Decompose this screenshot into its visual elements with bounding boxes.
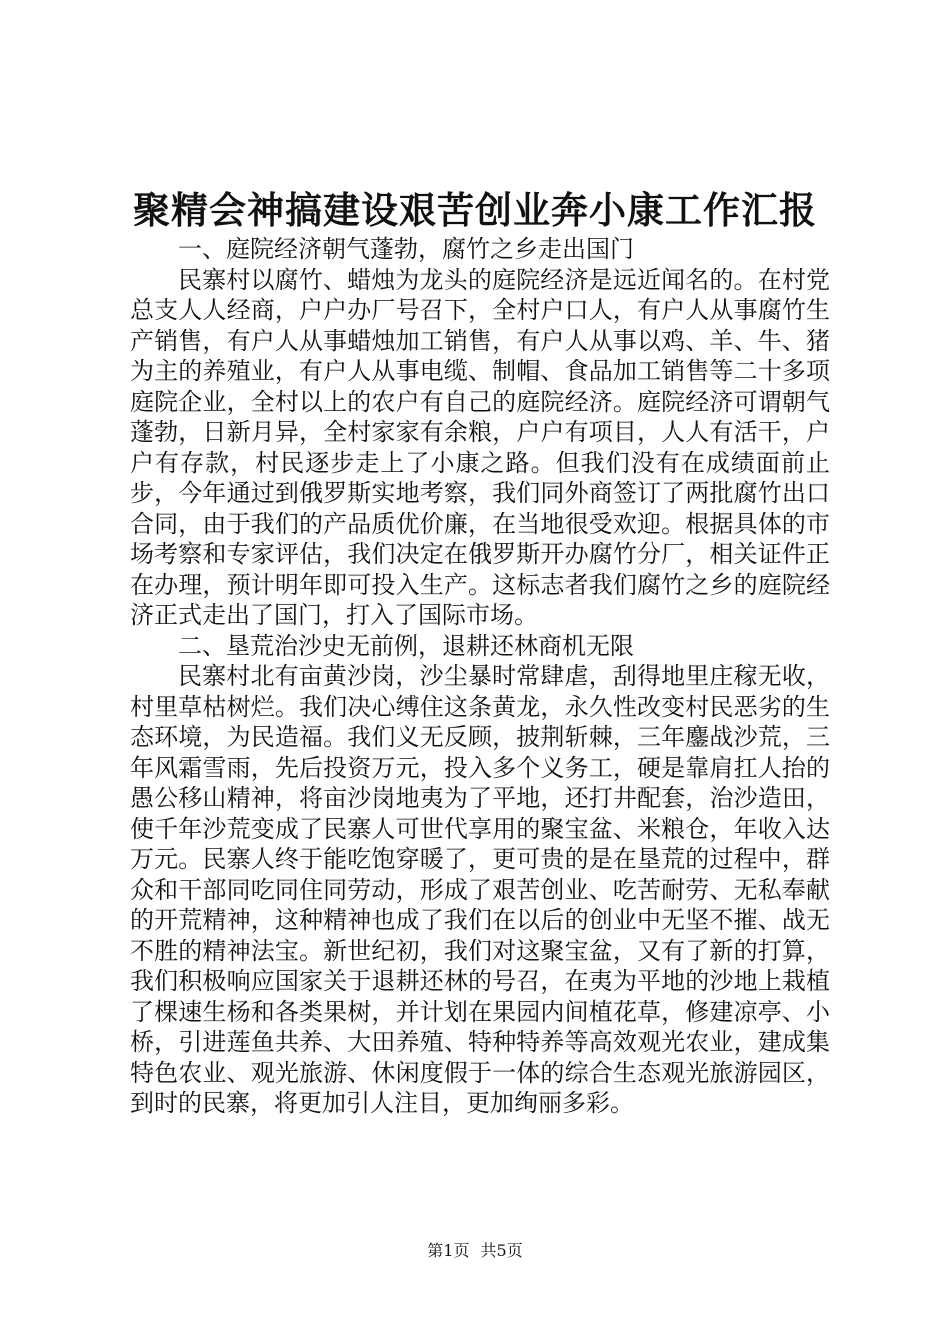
document-title: 聚精会神搞建设艰苦创业奔小康工作汇报: [133, 188, 817, 232]
page-footer: [0, 1241, 950, 1261]
document-body: [130, 234, 830, 1119]
section-1-heading: 一、庭院经济朝气蓬勃，腐竹之乡走出国门: [178, 235, 634, 263]
section-1-paragraph: 民寨村以腐竹、蜡烛为龙头的庭院经济是远近闻名的。在村党总支人人经商，户户办厂号召下，全村户口人，有户人从事腐竹生产销售，有户人从事蜡烛加工销售，有户人从事以鸡、羊、牛、猪为主的养殖业，有户人从事电缆、制帽、食品加工销售等二十多项庭院企业，全村以上的农户有自己的庭院经济。庭院经济可谓朝气蓬勃，日新月异，全村家家有余粮，户户有项目，人人有活干，户户有存款，村民逐步走上了小康之路。但我们没有在成绩面前止步，今年通过到俄罗斯实地考察，我们同外商签订了两批腐竹出口合同，由于我们的产品质优价廉，在当地很受欢迎。根据具体的市场考察和专家评估，我们决定在俄罗斯开办腐竹分厂，相关证件正在办理，预计明年即可投入生产。这标志者我们腐竹之乡的庭院经济正式走出了国门，打入了国际市场。: [130, 265, 830, 629]
section-2-paragraph: 民寨村北有亩黄沙岗，沙尘暴时常肆虐，刮得地里庄稼无收，村里草枯树烂。我们决心缚住这条黄龙，永久性改变村民恶劣的生态环境，为民造福。我们义无反顾，披荆斩棘，三年鏖战沙荒，三年风霜雪雨，先后投资万元，投入多个义务工，硬是靠肩扛人抬的愚公移山精神，将亩沙岗地夷为了平地，还打井配套，治沙造田，使千年沙荒变成了民寨人可世代享用的聚宝盆、米粮仓，年收入达万元。民寨人终于能吃饱穿暖了，更可贵的是在垦荒的过程中，群众和干部同吃同住同劳动，形成了艰苦创业、吃苦耐劳、无私奉献的开荒精神，这种精神也成了我们在以后的创业中无坚不摧、战无不胜的精神法宝。新世纪初，我们对这聚宝盆，又有了新的打算，我们积极响应国家关于退耕还林的号召，在夷为平地的沙地上栽植了棵速生杨和各类果树，并计划在果园内间植花草，修建凉亭、小桥，引进莲鱼共养、大田养殖、特种特养等高效观光农业，建成集特色农业、观光旅游、休闲度假于一体的综合生态观光旅游园区，到时的民寨，将更加引人注目，更加绚丽多彩。: [130, 662, 830, 1117]
section-2-heading: 二、垦荒治沙史无前例，退耕还林商机无限: [178, 631, 634, 660]
page-total: 共5页: [480, 1241, 523, 1260]
page-number: 第1页: [427, 1241, 470, 1260]
